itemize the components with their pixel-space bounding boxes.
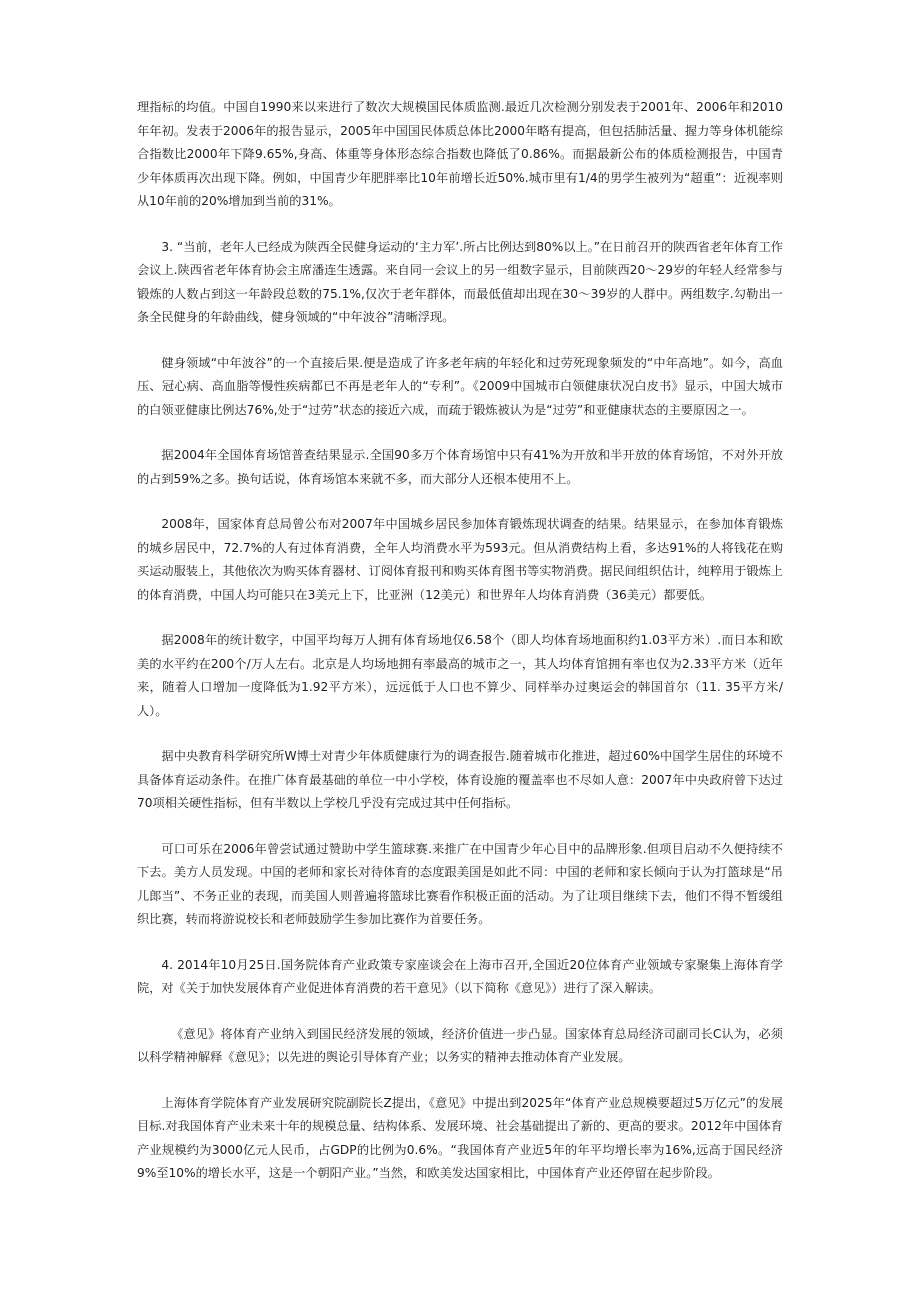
paragraph-opinions-economic-value: 《意见》将体育产业纳入到国民经济发展的领域，经济价值进一步凸显。国家体育总局经济司副司长C认为，必须以科学精神解释《意见》；以先进的舆论引导体育产业；以务实的精神去推动体育产业发展。 <box>137 1026 783 1064</box>
paragraph-sports-consumption: 2008年，国家体育总局曾公布对2007年中国城乡居民参加体育锻炼现状调查的结果。结果显示，在参加体育锻炼的城乡居民中，72.7%的人有过体育消费，全年人均消费水平为593元。但从消费结构上看，多达91%的人将钱花在购买运动服装上，其他依次为购买体育器材、订阅体育报刊和购买体育图书等实物消费。据民间组织估计，纯粹用于锻炼上的体育消费，中国人均可能只在3美元上下，比亚洲（12美元）和世界年人均体育消费（36美元）都要低。 <box>137 517 783 602</box>
paragraph-middle-age-trough: 健身领域“中年波谷”的一个直接后果.便是造成了许多老年病的年轻化和过劳死现象频发的“中年高地”。如今，高血压、冠心病、高血脂等慢性疾病都已不再是老年人的“专利”。《2009中国城市白领健康状况白皮书》显示，中国大城市的白领亚健康比例达76%,处于“过劳”状态的接近六成，而疏于锻炼被认为是“过劳”和亚健康状态的主要原因之一。 <box>137 355 783 417</box>
paragraph-industry-scale-goal: 上海体育学院体育产业发展研究院副院长Z提出，《意见》中提出到2025年“体育产业总规模要超过5万亿元”的发展目标.对我国体育产业未来十年的规模总量、结构体系、发展环境、社会基础提出了新的、更高的要求。2012年中国体育产业规模约为3000亿元人民币，占GDP的比例为0.6%。“我国体育产业近5年的年平均增长率为16%,远高于国民经济9%至10%的增长水平，这是一个朝阳产业。”当然，和欧美发达国家相比，中国体育产业还停留在起步阶段。 <box>137 1095 783 1180</box>
document-page <box>137 96 783 1208</box>
paragraph-sports-venues-per-capita: 据2008年的统计数字，中国平均每万人拥有体育场地仅6.58个（即人均体育场地面积约1.03平方米）.而日本和欧美的水平约在200个/万人左右。北京是人均场地拥有率最高的城市之一，其人均体育馆拥有率也仅为2.33平方米（近年来，随着人口增加一度降低为1.92平方米），远远低于人口也不算少、同样举办过奥运会的韩国首尔（11. 35平方米/人）。 <box>137 633 783 718</box>
paragraph-coca-cola-basketball: 可口可乐在2006年曾尝试通过赞助中学生篮球赛.来推广在中国青少年心目中的品牌形象.但项目启动不久便持续不下去。美方人员发现。中国的老师和家长对待体育的态度跟美国是如此不同：中国的老师和家长倾向于认为打篮球是“吊儿郎当”、不务正业的表现，而美国人则普遍将篮球比赛看作积极正面的活动。为了让项目继续下去，他们不得不暂缓组织比赛，转而将游说校长和老师鼓励学生参加比赛作为首要任务。 <box>137 841 783 926</box>
paragraph-state-council-symposium: 4. 2014年10月25日.国务院体育产业政策专家座谈会在上海市召开,全国近20位体育产业领域专家聚集上海体育学院，对《关于加快发展体育产业促进体育消费的若干意见》（以下简称《意见》）进行了深入解读。 <box>137 957 783 995</box>
paragraph-youth-health-report: 据中央教育科学研究所W博士对青少年体质健康行为的调查报告.随着城市化推进，超过60%中国学生居住的环境不具备体育运动条件。在推广体育最基础的单位一中小学校，体育设施的覆盖率也不尽如人意：2007年中央政府曾下达过70项相关硬性指标，但有半数以上学校几乎没有完成过其中任何指标。 <box>137 749 783 810</box>
paragraph-shaanxi-elderly-fitness: 3. “当前，老年人已经成为陕西全民健身运动的‘主力军’.所占比例达到80%以上。”在日前召开的陕西省老年体育工作会议上.陕西省老年体育协会主席潘连生透露。来自同一会议上的另一组数字显示，目前陕西20〜29岁的年轻人经常参与锻炼的人数占到这一年龄段总数的75.1%,仅次于老年群体，而最低值却出现在30〜39岁的人群中。两组数字.勾勒出一条全民健身的年龄曲线，健身领域的“中年波谷”清晰浮现。 <box>137 239 783 324</box>
paragraph-stadium-census: 据2004年全国体育场馆普查结果显示.全国90多万个体育场馆中只有41%为开放和半开放的体育场馆，不对外开放的占到59%之多。换句话说，体育场馆本来就不多，而大部分人还根本使用不上。 <box>137 448 783 486</box>
paragraph-physical-fitness-survey: 理指标的均值。中国自1990来以来进行了数次大规模国民体质监测.最近几次检测分别发表于2001年、2006年和2010年年初。发表于2006年的报告显示，2005年中国国民体质总体比2000年略有提高，但包括肺活量、握力等身体机能综合指数比2000年下降9.65%,身高、体重等身体形态综合指数也降低了0.86%。而据最新公布的体质检测报告，中国青少年体质再次出现下降。例如，中国青少年肥胖率比10年前增长近50%.城市里有1/4的男学生被列为“超重”：近视率则从10年前的20%增加到当前的31%。 <box>137 100 783 208</box>
